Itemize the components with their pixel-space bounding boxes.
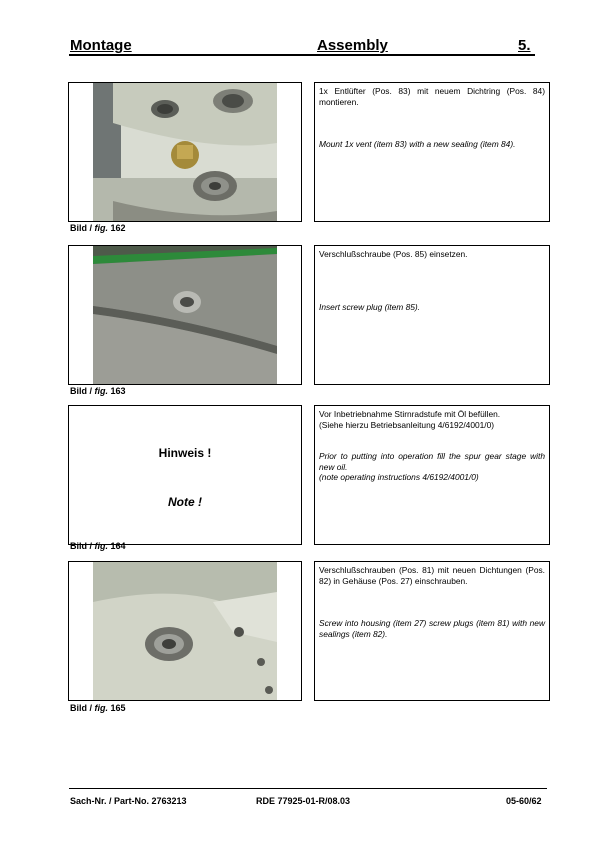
figure-165-frame: [68, 561, 302, 701]
figure-165-caption: Bild / fig. 165: [70, 703, 126, 713]
footer-page-number: 05-60/62: [506, 796, 542, 806]
step-164-text-en-line1: Prior to putting into operation fill the spur gear stage with new oil.: [319, 451, 545, 472]
figure-165-photo: [93, 562, 277, 701]
step-162-text-en: Mount 1x vent (item 83) with a new sealing (item 84).: [319, 139, 516, 149]
figure-163-frame: [68, 245, 302, 385]
figure-162-photo: [93, 83, 277, 222]
step-165-text-en: Screw into housing (item 27) screw plugs (item 81) with new sealings (item 82).: [319, 618, 545, 639]
step-164-text-box: [314, 405, 550, 545]
step-164-text-en-line2: (note operating instructions 4/6192/4001/0): [319, 472, 479, 482]
step-165-text-de: Verschlußschrauben (Pos. 81) mit neuen Dichtungen (Pos. 82) in Gehäuse (Pos. 27) einschrauben.: [319, 565, 545, 586]
step-162-text-de: 1x Entlüfter (Pos. 83) mit neuem Dichtring (Pos. 84) montieren.: [319, 86, 545, 107]
figure-162-frame: [68, 82, 302, 222]
footer-document-reference: RDE 77925-01-R/08.03: [256, 796, 351, 806]
step-163-text-de: Verschlußschraube (Pos. 85) einsetzen.: [319, 249, 468, 259]
footer-rule: [69, 788, 547, 789]
figure-163-photo: [93, 246, 277, 385]
figure-164-note-box: [68, 405, 302, 545]
header-section-number: 5.: [518, 37, 531, 54]
step-163-text-en: Insert screw plug (item 85).: [319, 301, 420, 312]
figure-162-caption: Bild / fig. 162: [70, 223, 126, 233]
figure-163-caption: Bild / fig. 163: [70, 386, 126, 396]
step-162-text-box: [314, 82, 550, 222]
step-165-text-box: [314, 561, 550, 701]
header-title-en: Assembly: [317, 37, 388, 54]
step-164-text-de-line2: (Siehe hierzu Betriebsanleitung 4/6192/4001/0): [319, 419, 495, 430]
note-heading-en: Note !: [168, 495, 202, 509]
figure-164-caption: Bild / fig. 164: [70, 541, 126, 551]
header-title-de: Montage: [70, 37, 132, 54]
step-163-text-box: [314, 245, 550, 385]
footer-part-number: Sach-Nr. / Part-No. 2763213: [70, 796, 187, 806]
header-rule: [69, 54, 535, 56]
step-164-text-de-line1: Vor Inbetriebnahme Stirnradstufe mit Öl befüllen.: [319, 409, 501, 419]
note-heading-de: Hinweis !: [158, 446, 212, 460]
